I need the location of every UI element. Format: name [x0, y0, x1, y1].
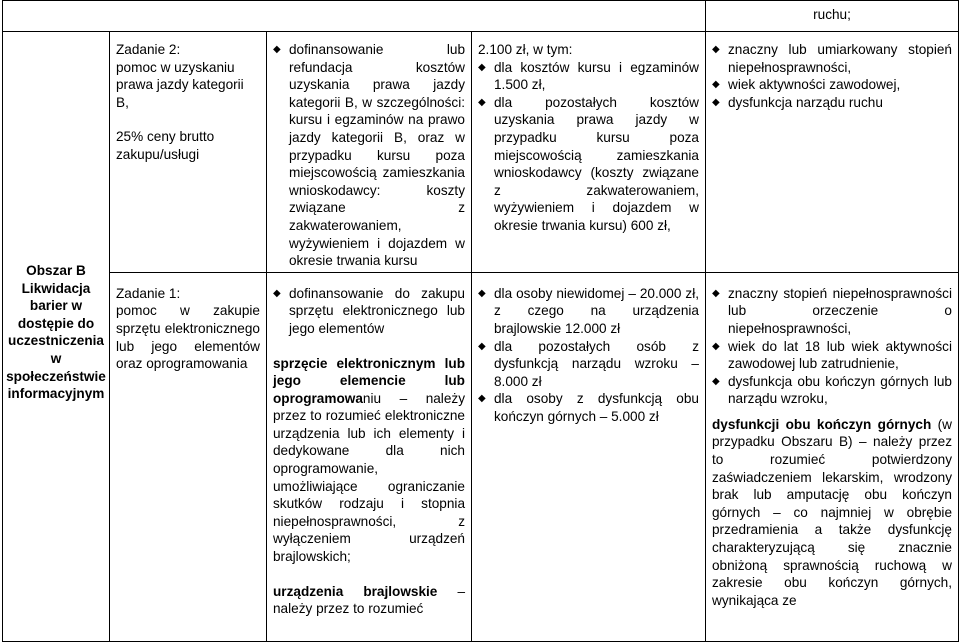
- task2-amount-item: ◆ dla kosztów kursu i egzaminów 1.500 zł,: [478, 59, 699, 94]
- task1-note: [712, 416, 952, 610]
- task2-amount-line: 2.100 zł, w tym:: [478, 42, 573, 57]
- task2-amount-cell: [472, 32, 706, 273]
- task1-scope-item: ◆ dofinansowanie do zakupu sprzętu elektronicznego lub jego elementów: [273, 285, 465, 338]
- task2-cell: [110, 32, 267, 273]
- top-right-text: ruchu;: [813, 7, 851, 22]
- task1-amount-cell: [472, 272, 706, 641]
- task2-condition: ◆ dysfunkcja narządu ruchu: [712, 94, 952, 112]
- task2-condition: ◆ wiek aktywności zawodowej,: [712, 76, 952, 94]
- task2-desc: pomoc w uzyskaniu prawa jazdy kategorii B,: [116, 59, 244, 110]
- task1-definition-braille: [273, 583, 465, 618]
- area-label: Obszar B: [26, 262, 86, 278]
- task1-desc: pomoc w zakupie sprzętu elektronicznego lub jego elementów oraz oprogramowania: [116, 303, 260, 372]
- task2-title: Zadanie 2:: [116, 42, 181, 57]
- header-blank: [3, 1, 706, 32]
- definition-text: – należy przez to rozumieć: [273, 583, 466, 617]
- task2-condition: ◆ znaczny lub umiarkowany stopień niepełnosprawności,: [712, 41, 952, 76]
- definition-term: urządzenia brajlowskie: [273, 583, 438, 599]
- task1-condition: ◆ wiek do lat 18 lub wiek aktywności zawodowej lub zatrudnienie,: [712, 338, 952, 373]
- task2-conditions-cell: [706, 32, 959, 273]
- task1-conditions-cell: [706, 272, 959, 641]
- task1-scope-cell: [267, 272, 472, 641]
- area-title: Likwidacja barier w dostępie do uczestniczenia w społeczeństwie informacyjnym: [6, 280, 106, 402]
- task2-scope-cell: [267, 32, 472, 273]
- note-term: dysfunkcji obu kończyn górnych: [712, 416, 932, 432]
- note-text: (w przypadku Obszaru B) – należy przez to rozumieć potwierdzony zaświadczeniem lekarskim, wrodzony brak lub amputację obu kończyn górnych – co najmniej w obrębie przedramienia a także dysfunkcję charakteryzującą się znacznie obniżoną sprawnością ruchową w zakresie obu kończyn górnych, wynikająca ze: [712, 416, 952, 608]
- task2-amount-item: ◆ dla pozostałych kosztów uzyskania prawa jazdy w przypadku kursu poza miejscowością zamieszkania wnioskodawcy (koszty związane z zakwaterowaniem, wyżywieniem i dojazdem w okresie trwania kursu) 600 zł,: [478, 94, 699, 235]
- task2-price: 25% ceny brutto zakupu/usługi: [116, 129, 215, 162]
- task1-condition: ◆ znaczny stopień niepełnosprawności lub orzeczenie o niepełnosprawności,: [712, 285, 952, 338]
- header-cell: [706, 1, 959, 32]
- definition-text: niu – należy przez to rozumieć elektroniczne urządzenia lub ich elementy i dedykowane dla nich oprogramowanie, umożliwiające ograniczanie skutków rodzaju i stopnia niepełnosprawności, z wyłączeniem urządzeń brajlowskich;: [273, 390, 465, 565]
- definition-term: sprzęcie elektronicznym lub jego elemencie lub oprogramowa: [273, 355, 465, 406]
- task1-amount-item: ◆ dla osoby niewidomej – 20.000 zł, z czego na urządzenia brajlowskie 12.000 zł: [478, 285, 699, 338]
- area-cell: [3, 32, 110, 642]
- task1-definition-electronic: [273, 355, 465, 566]
- task1-amount-item: ◆ dla pozostałych osób z dysfunkcją narządu wzroku – 8.000 zł: [478, 338, 699, 391]
- task1-cell: [110, 272, 267, 641]
- task2-scope-item: ◆ dofinansowanie lub refundacja kosztów uzyskania prawa jazdy kategorii B, w szczególności: kursu i egzaminów na prawo jazdy kategorii B, oraz w przypadku kursu poza miejscowością zamieszkania wnioskodawcy: koszty związane z zakwaterowaniem, wyżywieniem i dojazdem w okresie trwania kursu: [273, 41, 465, 270]
- task1-title: Zadanie 1:: [116, 285, 181, 301]
- program-table: [2, 0, 959, 642]
- task1-condition: ◆ dysfunkcja obu kończyn górnych lub narządu wzroku,: [712, 373, 952, 408]
- task1-amount-item: ◆ dla osoby z dysfunkcją obu kończyn górnych – 5.000 zł: [478, 390, 699, 425]
